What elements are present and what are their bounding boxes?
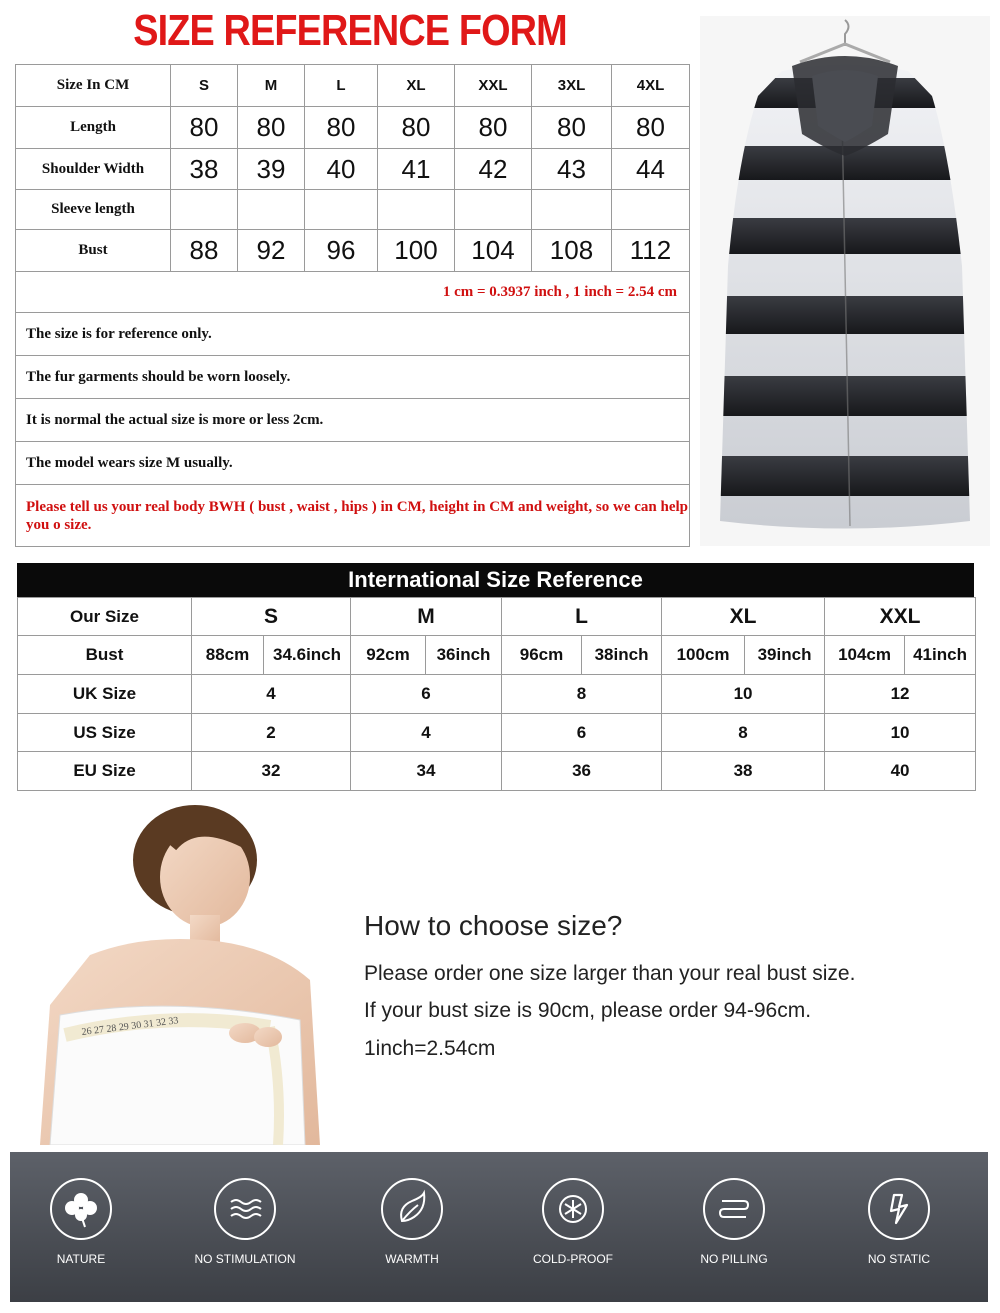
row-label: Bust bbox=[18, 636, 192, 675]
feature-no-static bbox=[824, 1178, 974, 1266]
fur-vest-illustration bbox=[700, 16, 990, 546]
cell-value: 43 bbox=[532, 149, 612, 190]
flame-leaf-icon bbox=[381, 1178, 443, 1240]
cell-value: 39 bbox=[238, 149, 305, 190]
feature-label: NATURE bbox=[56, 1252, 106, 1266]
bust-row bbox=[18, 636, 976, 675]
size-header: 4XL bbox=[612, 65, 690, 107]
coil-icon bbox=[703, 1178, 765, 1240]
feature-label: NO STIMULATION bbox=[194, 1252, 296, 1266]
cell-value bbox=[238, 190, 305, 230]
cell-value bbox=[455, 190, 532, 230]
our-size-row bbox=[18, 598, 976, 636]
us-size-row bbox=[18, 714, 976, 752]
clover-icon bbox=[50, 1178, 112, 1240]
sleeve-length-row bbox=[16, 190, 690, 230]
cell-value: 80 bbox=[612, 107, 690, 149]
uk-size-value: 4 bbox=[192, 675, 351, 714]
snowflake-shield-icon bbox=[542, 1178, 604, 1240]
row-label: EU Size bbox=[18, 752, 192, 791]
cell-value: 40 bbox=[305, 149, 378, 190]
bust-cm: 96cm bbox=[502, 636, 582, 675]
feature-no-pilling bbox=[659, 1178, 809, 1266]
uk-size-value: 12 bbox=[825, 675, 976, 714]
eu-size-row bbox=[18, 752, 976, 791]
size-header: L bbox=[305, 65, 378, 107]
eu-size-value: 40 bbox=[825, 752, 976, 791]
row-label: Sleeve length bbox=[16, 190, 171, 230]
note-line: The fur garments should be worn loosely. bbox=[16, 356, 690, 399]
cell-value: 44 bbox=[612, 149, 690, 190]
tape-numbers: 26 27 28 29 30 31 32 33 bbox=[81, 1015, 180, 1038]
row-label: Shoulder Width bbox=[16, 149, 171, 190]
product-photo bbox=[700, 16, 990, 546]
feature-warmth bbox=[337, 1178, 487, 1266]
bust-inch: 38inch bbox=[582, 636, 662, 675]
bust-row bbox=[16, 230, 690, 272]
us-size-value: 6 bbox=[502, 714, 662, 752]
form-title: SIZE REFERENCE FORM bbox=[133, 6, 567, 55]
size-header: S bbox=[192, 598, 351, 636]
how-to-line: 1inch=2.54cm bbox=[364, 1037, 496, 1060]
conversion-row bbox=[16, 272, 690, 313]
bust-cm: 92cm bbox=[351, 636, 426, 675]
us-size-value: 10 bbox=[825, 714, 976, 752]
row-label: UK Size bbox=[18, 675, 192, 714]
how-to-title: How to choose size? bbox=[364, 910, 623, 941]
size-header: XXL bbox=[455, 65, 532, 107]
cell-value: 38 bbox=[171, 149, 238, 190]
feature-no-stimulation bbox=[170, 1178, 320, 1266]
model-measuring-photo bbox=[20, 805, 320, 1145]
size-header: XXL bbox=[825, 598, 976, 636]
cell-value: 80 bbox=[532, 107, 612, 149]
size-reference-table bbox=[15, 64, 690, 547]
cell-value: 88 bbox=[171, 230, 238, 272]
uk-size-value: 8 bbox=[502, 675, 662, 714]
measurement-request: Please tell us your real body BWH ( bust , waist , hips ) in CM, height in CM and weight, so we can help you o size. bbox=[16, 485, 690, 547]
note-line: The size is for reference only. bbox=[16, 313, 690, 356]
header-label: Size In CM bbox=[16, 65, 171, 107]
cell-value: 108 bbox=[532, 230, 612, 272]
feature-label: COLD-PROOF bbox=[532, 1252, 613, 1266]
bust-inch: 36inch bbox=[426, 636, 502, 675]
size-header: M bbox=[238, 65, 305, 107]
cell-value: 41 bbox=[378, 149, 455, 190]
cell-value: 80 bbox=[171, 107, 238, 149]
bust-cm: 104cm bbox=[825, 636, 905, 675]
row-label: US Size bbox=[18, 714, 192, 752]
note-line: It is normal the actual size is more or less 2cm. bbox=[16, 399, 690, 442]
bust-cm: 88cm bbox=[192, 636, 264, 675]
cell-value: 96 bbox=[305, 230, 378, 272]
size-header: XL bbox=[662, 598, 825, 636]
cell-value: 104 bbox=[455, 230, 532, 272]
eu-size-value: 34 bbox=[351, 752, 502, 791]
international-title: International Size Reference bbox=[17, 563, 974, 597]
cell-value: 80 bbox=[378, 107, 455, 149]
cell-value bbox=[532, 190, 612, 230]
form-header-row bbox=[16, 65, 690, 107]
feature-bar bbox=[10, 1152, 988, 1302]
uk-size-row bbox=[18, 675, 976, 714]
cell-value: 100 bbox=[378, 230, 455, 272]
us-size-value: 8 bbox=[662, 714, 825, 752]
eu-size-value: 32 bbox=[192, 752, 351, 791]
feature-label: NO STATIC bbox=[867, 1252, 931, 1266]
size-header: L bbox=[502, 598, 662, 636]
bust-cm: 100cm bbox=[662, 636, 745, 675]
waves-icon bbox=[214, 1178, 276, 1240]
international-size-table bbox=[17, 597, 976, 791]
size-header: XL bbox=[378, 65, 455, 107]
shoulder-width-row bbox=[16, 149, 690, 190]
length-row bbox=[16, 107, 690, 149]
cell-value: 92 bbox=[238, 230, 305, 272]
how-to-line: Please order one size larger than your real bust size. bbox=[364, 962, 856, 985]
cell-value: 42 bbox=[455, 149, 532, 190]
row-label: Bust bbox=[16, 230, 171, 272]
size-header: S bbox=[171, 65, 238, 107]
cell-value: 80 bbox=[455, 107, 532, 149]
lightning-icon bbox=[868, 1178, 930, 1240]
feature-label: NO PILLING bbox=[700, 1252, 768, 1266]
feature-nature bbox=[6, 1178, 156, 1266]
cell-value: 80 bbox=[305, 107, 378, 149]
size-header: 3XL bbox=[532, 65, 612, 107]
eu-size-value: 36 bbox=[502, 752, 662, 791]
conversion-note: 1 cm = 0.3937 inch , 1 inch = 2.54 cm bbox=[16, 272, 690, 313]
cell-value: 112 bbox=[612, 230, 690, 272]
uk-size-value: 10 bbox=[662, 675, 825, 714]
cell-value bbox=[612, 190, 690, 230]
eu-size-value: 38 bbox=[662, 752, 825, 791]
feature-cold-proof bbox=[498, 1178, 648, 1266]
row-label: Our Size bbox=[18, 598, 192, 636]
bust-inch: 34.6inch bbox=[264, 636, 351, 675]
cell-value bbox=[378, 190, 455, 230]
us-size-value: 2 bbox=[192, 714, 351, 752]
bust-inch: 39inch bbox=[745, 636, 825, 675]
size-header: M bbox=[351, 598, 502, 636]
us-size-value: 4 bbox=[351, 714, 502, 752]
cell-value: 80 bbox=[238, 107, 305, 149]
cell-value bbox=[305, 190, 378, 230]
uk-size-value: 6 bbox=[351, 675, 502, 714]
model-illustration bbox=[20, 805, 320, 1145]
how-to-line: If your bust size is 90cm, please order 94-96cm. bbox=[364, 999, 812, 1022]
bust-inch: 41inch bbox=[905, 636, 976, 675]
row-label: Length bbox=[16, 107, 171, 149]
cell-value bbox=[171, 190, 238, 230]
feature-label: WARMTH bbox=[385, 1252, 439, 1266]
note-line: The model wears size M usually. bbox=[16, 442, 690, 485]
